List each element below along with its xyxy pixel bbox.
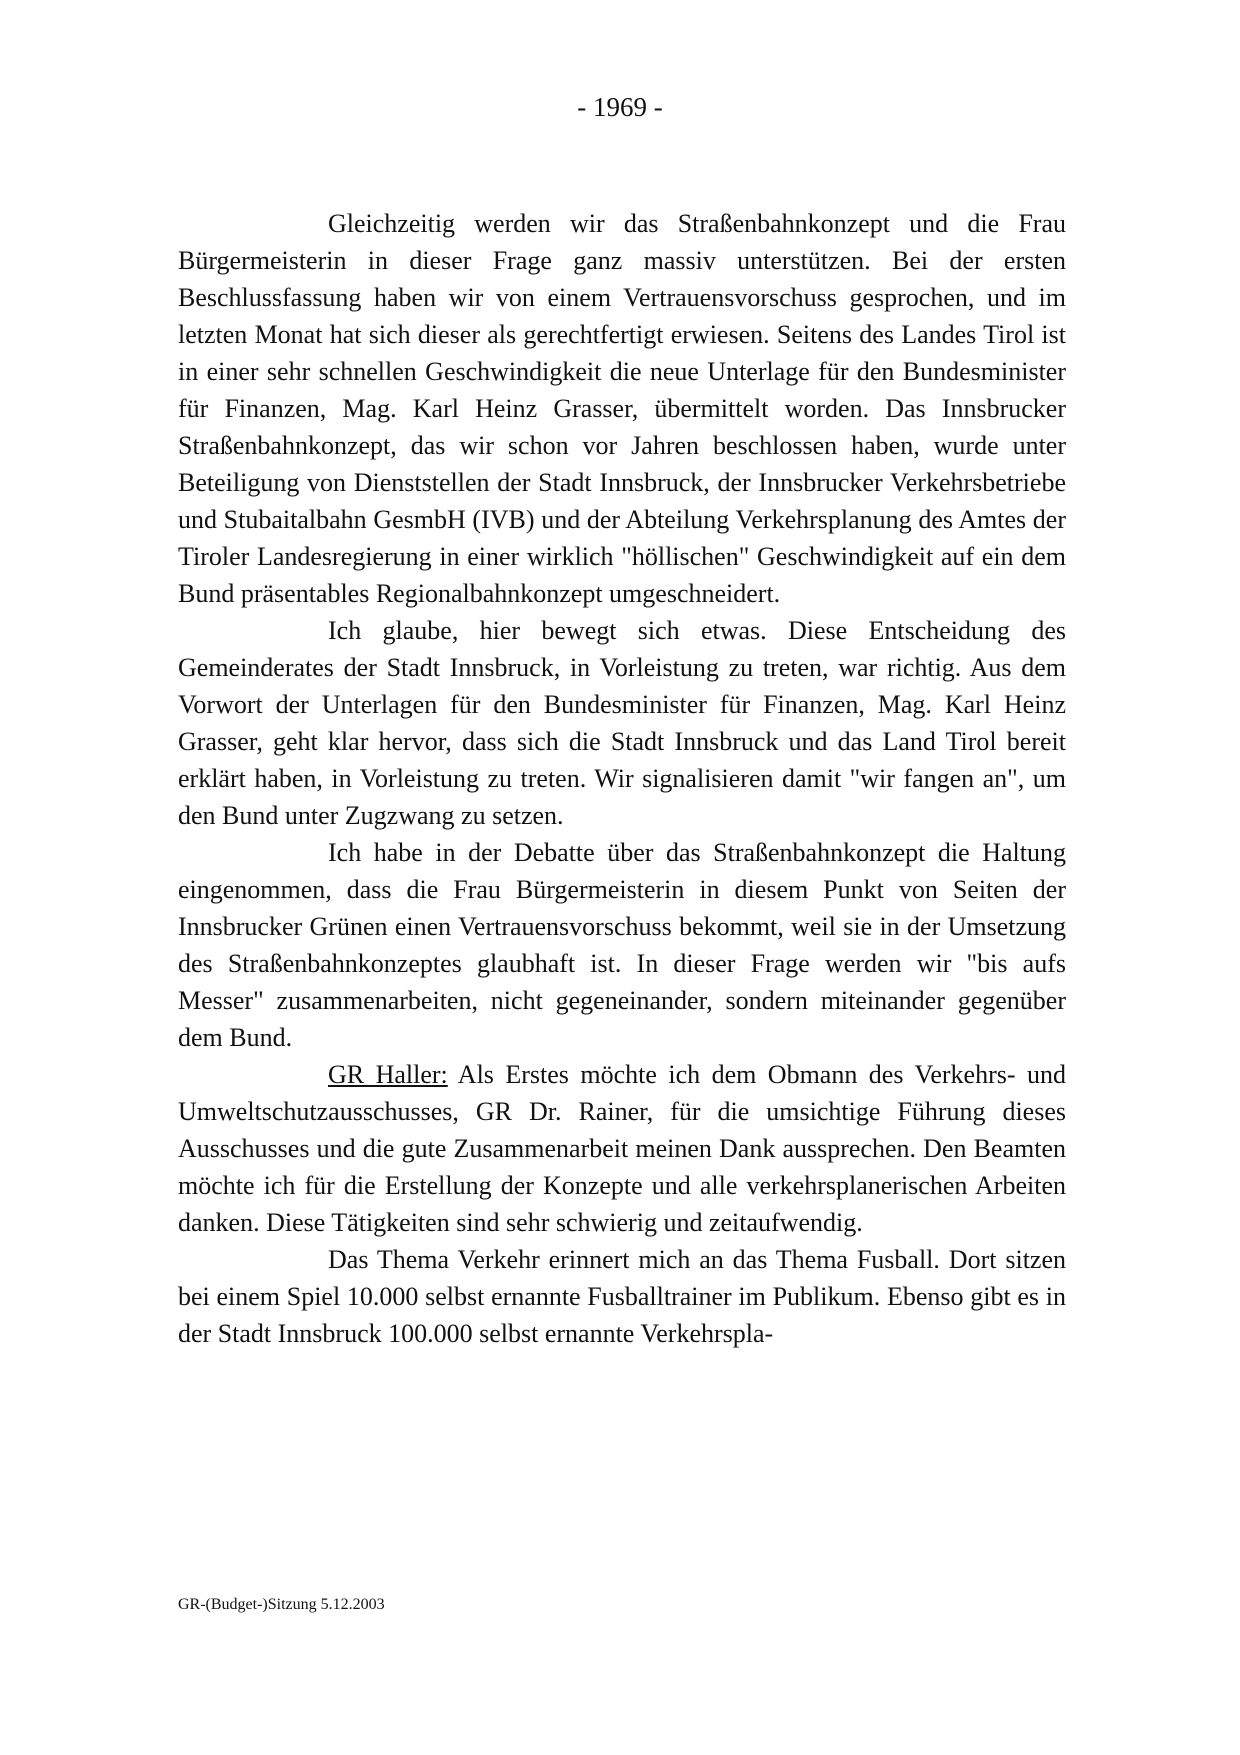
- paragraph-2: [178, 612, 1066, 834]
- paragraph-3-text: Ich habe in der Debatte über das Straßenbahnkonzept die Haltung eingenommen, dass die Frau Bürgermeisterin in diesem Punkt von Seiten der Innsbrucker Grünen einen Vertrauensvorschuss bekommt, weil sie in der Umsetzung des Straßenbahnkonzeptes glaubhaft ist. In dieser Frage werden wir "bis aufs Messer" zusammenarbeiten, nicht gegeneinander, sondern miteinander gegenüber dem Bund.: [178, 838, 1066, 1052]
- footer-session-info: GR-(Budget-)Sitzung 5.12.2003: [178, 1596, 385, 1613]
- speaker-name: GR Haller:: [328, 1060, 448, 1089]
- paragraph-3: [178, 834, 1066, 1056]
- paragraph-1: [178, 205, 1066, 612]
- page-number: - 1969 -: [577, 92, 663, 122]
- paragraph-5: [178, 1241, 1066, 1352]
- document-body: [178, 205, 1066, 1352]
- paragraph-2-text: Ich glaube, hier bewegt sich etwas. Diese Entscheidung des Gemeinderates der Stadt Innsbruck, in Vorleistung zu treten, war richtig. Aus dem Vorwort der Unterlagen für den Bundesminister für Finanzen, Mag. Karl Heinz Grasser, geht klar hervor, dass sich die Stadt Innsbruck und das Land Tirol bereit erklärt haben, in Vorleistung zu treten. Wir signalisieren damit "wir fangen an", um den Bund unter Zugzwang zu setzen.: [178, 616, 1066, 830]
- paragraph-4-text: Als Erstes möchte ich dem Obmann des Verkehrs- und Umweltschutzausschusses, GR Dr. Rainer, für die umsichtige Führung dieses Ausschusses und die gute Zusammenarbeit meinen Dank aussprechen. Den Beamten möchte ich für die Erstellung der Konzepte und alle verkehrsplanerischen Arbeiten danken. Diese Tätigkeiten sind sehr schwierig und zeitaufwendig.: [178, 1060, 1066, 1237]
- paragraph-5-text: Das Thema Verkehr erinnert mich an das Thema Fusball. Dort sitzen bei einem Spiel 10.000 selbst ernannte Fusballtrainer im Publikum. Ebenso gibt es in der Stadt Innsbruck 100.000 selbst ernannte Verkehrspla-: [178, 1245, 1066, 1348]
- paragraph-1-text: Gleichzeitig werden wir das Straßenbahnkonzept und die Frau Bürgermeisterin in dieser Frage ganz massiv unterstützen. Bei der ersten Beschlussfassung haben wir von einem Vertrauensvorschuss gesprochen, und im letzten Monat hat sich dieser als gerechtfertigt erwiesen. Seitens des Landes Tirol ist in einer sehr schnellen Geschwindigkeit die neue Unterlage für den Bundesminister für Finanzen, Mag. Karl Heinz Grasser, übermittelt worden. Das Innsbrucker Straßenbahnkonzept, das wir schon vor Jahren beschlossen haben, wurde unter Beteiligung von Dienststellen der Stadt Innsbruck, der Innsbrucker Verkehrsbetriebe und Stubaitalbahn GesmbH (IVB) und der Abteilung Verkehrsplanung des Amtes der Tiroler Landesregierung in einer wirklich "höllischen" Geschwindigkeit auf ein dem Bund präsentables Regionalbahnkonzept umgeschneidert.: [178, 209, 1066, 608]
- paragraph-4: [178, 1056, 1066, 1241]
